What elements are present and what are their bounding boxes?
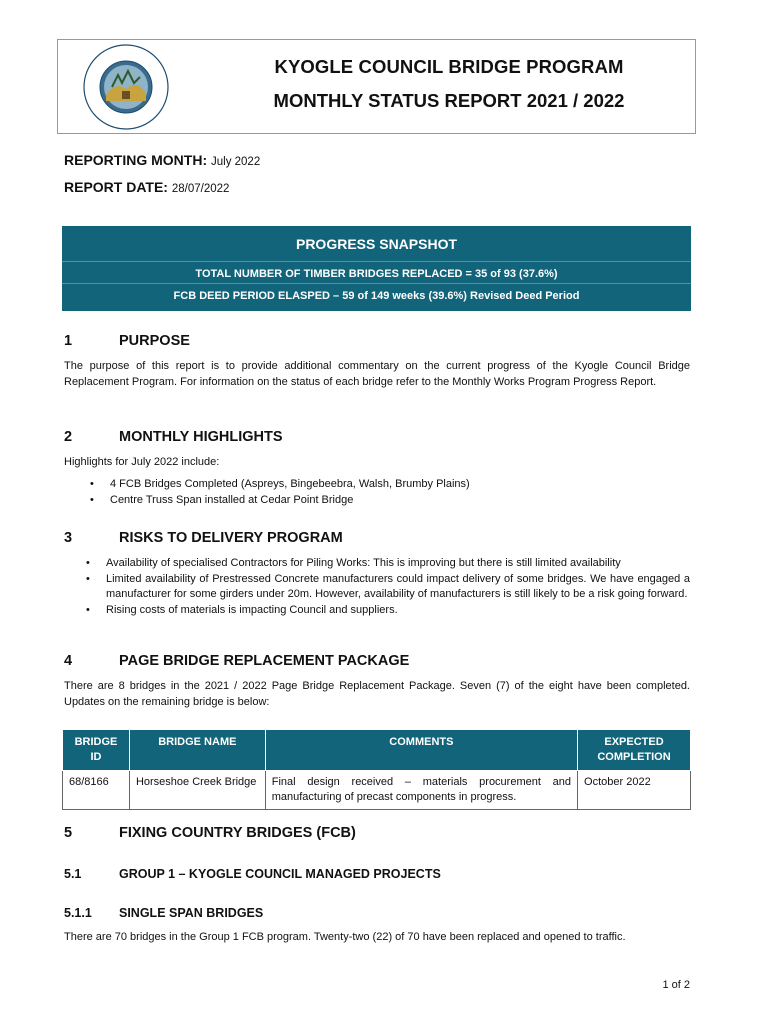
table-header-row (63, 730, 691, 771)
report-date-label: REPORT DATE: (64, 179, 168, 195)
purpose-paragraph: The purpose of this report is to provide additional commentary on the current progress of the Kyogle Council Bridge Replacement Program. For information on the status of each bridge refer to the Monthly Works Program Progress Report. (64, 360, 690, 388)
cell-bridge-id: 68/8166 (63, 771, 130, 810)
risks-list (86, 556, 690, 618)
reporting-month-label: REPORTING MONTH: (64, 152, 208, 168)
report-title-line2: MONTHLY STATUS REPORT 2021 / 2022 (273, 90, 625, 111)
kyogle-council-logo (82, 43, 170, 131)
reporting-month-line (64, 152, 260, 168)
col-header-bridge-name: BRIDGE NAME (129, 730, 265, 771)
section-2-title: MONTHLY HIGHLIGHTS (119, 429, 283, 445)
table-row (63, 771, 691, 810)
section-4-number: 4 (64, 653, 73, 669)
snapshot-deed-period: FCB DEED PERIOD ELASPED – 59 of 149 weeks (39.6%) Revised Deed Period (62, 283, 691, 302)
report-date-value: 28/07/2022 (171, 183, 230, 195)
page-number: 1 of 2 (662, 979, 690, 991)
reporting-month-value: July 2022 (211, 156, 261, 168)
section-1-number: 1 (64, 333, 73, 349)
section-5-1-number: 5.1 (64, 867, 82, 881)
cell-expected-completion: October 2022 (578, 771, 691, 810)
section-3-number: 3 (64, 530, 73, 546)
page-package-paragraph: There are 8 bridges in the 2021 / 2022 Page Bridge Replacement Package. Seven (7) of the eight have been completed. Updates on the remaining bridge is below: (64, 680, 690, 708)
list-item: • Rising costs of materials is impacting Council and suppliers. (86, 603, 398, 616)
section-5-number: 5 (64, 825, 73, 841)
col-header-expected-completion: EXPECTED COMPLETION (578, 730, 691, 771)
cell-bridge-name: Horseshoe Creek Bridge (129, 771, 265, 810)
cell-comments: Final design received – materials procurement and manufacturing of precast components in progress. (265, 771, 577, 810)
section-5-title: FIXING COUNTRY BRIDGES (FCB) (119, 825, 356, 841)
section-4-title: PAGE BRIDGE REPLACEMENT PACKAGE (119, 653, 410, 669)
section-5-1-1-title: SINGLE SPAN BRIDGES (119, 906, 264, 920)
snapshot-title: PROGRESS SNAPSHOT (295, 236, 458, 252)
highlights-intro: Highlights for July 2022 include: (64, 456, 220, 468)
report-date-line (64, 179, 229, 195)
col-header-comments: COMMENTS (265, 730, 577, 771)
page-bridge-table (62, 729, 691, 810)
col-header-bridge-id: BRIDGE ID (63, 730, 130, 771)
list-item: • Centre Truss Span installed at Cedar Point Bridge (90, 493, 354, 506)
section-5-1-title: GROUP 1 – KYOGLE COUNCIL MANAGED PROJECTS (119, 867, 441, 881)
highlights-list (90, 477, 650, 508)
section-3-title: RISKS TO DELIVERY PROGRAM (119, 530, 343, 546)
list-item: • 4 FCB Bridges Completed (Aspreys, Bingebeebra, Walsh, Brumby Plains) (90, 478, 470, 490)
list-item: • Limited availability of Prestressed Concrete manufacturers could impact delivery of some bridges. We have engaged a manufacturer for some girders under 20m. However, availability of manufacturers is still likely to be a risk going forward. (86, 572, 690, 600)
section-2-number: 2 (64, 429, 73, 445)
snapshot-bridges-replaced: TOTAL NUMBER OF TIMBER BRIDGES REPLACED = 35 of 93 (37.6%) (62, 261, 691, 280)
single-span-paragraph: There are 70 bridges in the Group 1 FCB program. Twenty-two (22) of 70 have been replaced and opened to traffic. (64, 931, 626, 943)
list-item: • Availability of specialised Contractors for Piling Works: This is improving but there is still limited availability (86, 557, 621, 569)
report-title-line1: KYOGLE COUNCIL BRIDGE PROGRAM (274, 56, 624, 77)
section-5-1-1-number: 5.1.1 (64, 906, 92, 920)
section-1-title: PURPOSE (119, 333, 190, 349)
